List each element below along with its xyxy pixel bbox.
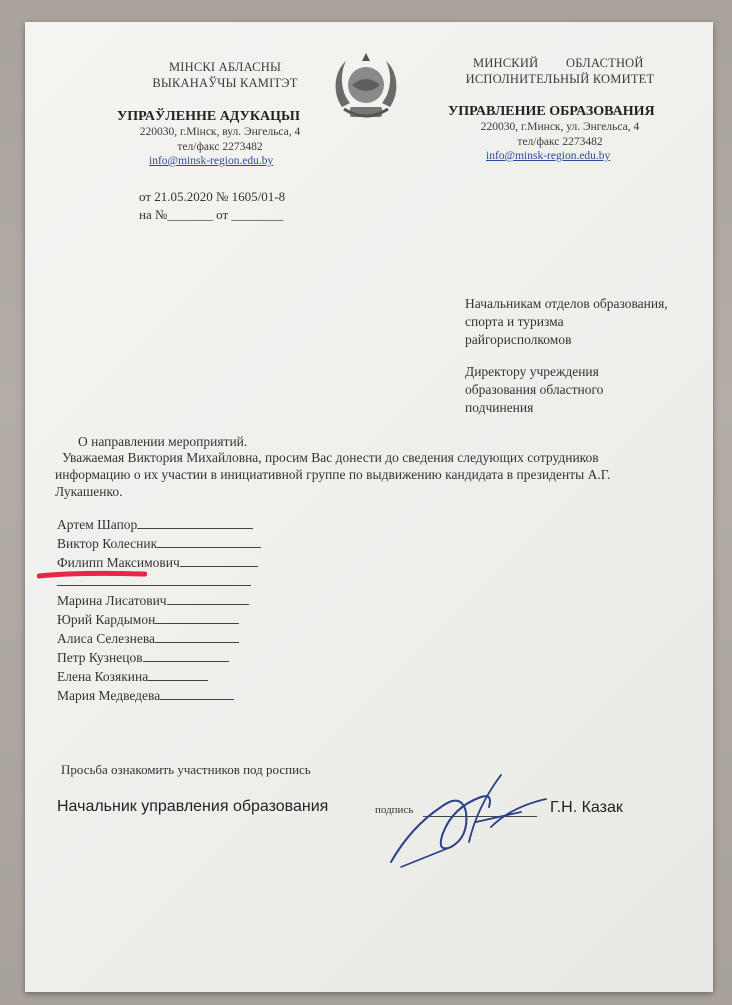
reg-date-line: от 21.05.2020 № 1605/01-8 [139,189,286,204]
list-item [57,516,253,533]
signature-line [148,668,208,681]
signature-line [180,554,258,567]
left-header-phone: тел/факс 2273482 [177,141,263,153]
signature-line [137,516,253,529]
reg-na-line: на №_______ от ________ [139,207,284,222]
right-header-email-link[interactable]: info@minsk-region.edu.by [486,150,611,162]
addressee-2-line2: образования областного [465,382,604,397]
addressee-1-line1: Начальникам отделов образования, [465,296,668,311]
right-header-address: 220030, г.Минск, ул. Энгельса, 4 [480,121,640,133]
person-name: Елена Козякина [57,669,149,684]
signatory-name: Г.Н. Казак [550,799,623,816]
signature-line [155,611,239,624]
right-header-line1a: МИНСКИЙ [473,56,539,70]
signature-line [167,592,249,605]
list-item [57,687,234,704]
right-header-line1b: ОБЛАСТНОЙ [566,56,644,70]
left-header-line1: МІНСКІ АБЛАСНЫ [168,60,282,74]
red-redaction-mark [37,570,147,580]
addressee-2-line3: подчинения [465,400,534,415]
addressee-2-line1: Директору учреждения [465,364,599,379]
signature-line [155,630,239,643]
right-header-phone: тел/факс 2273482 [517,136,603,148]
list-item [57,592,249,609]
person-name: Филипп Максимович [57,555,180,570]
belarus-emblem-icon [328,49,404,125]
list-item [57,668,208,685]
right-header-line2: ИСПОЛНИТЕЛЬНЫЙ КОМИТЕТ [465,72,655,86]
addressee-1-line3: райгорисполкомов [465,332,572,347]
list-item [57,554,258,571]
left-header-line2: ВЫКАНАЎЧЫ КАМІТЭТ [152,76,298,90]
letter-paragraph-line2: информацию о их участии в инициативной группе по выдвижению кандидата в президенты А.Г. [55,467,611,482]
addressee-1-line2: спорта и туризма [465,314,564,329]
person-name: Мария Медведева [57,688,161,703]
signature-line [157,535,261,548]
letter-sheet [25,22,713,992]
signatory-title: Начальник управления образования [57,798,329,815]
handwritten-signature [381,767,571,877]
left-header-email-link[interactable]: info@minsk-region.edu.by [149,155,274,167]
left-header-address: 220030, г.Мінск, вул. Энгельса, 4 [139,126,301,138]
person-name: Петр Кузнецов [57,650,143,665]
person-name: Юрий Кардымон [57,612,156,627]
list-item [57,535,261,552]
person-name: Виктор Колесник [57,536,158,551]
person-name: Артем Шапор [57,517,138,532]
letter-paragraph-line1: Уважаемая Виктория Михайловна, просим Вас донести до сведения следующих сотрудников [62,450,599,465]
signature-line [143,649,229,662]
request-text: Просьба ознакомить участников под роспись [61,762,311,777]
person-name: Марина Лисатович [57,593,167,608]
left-header-dept: УПРАЎЛЕННЕ АДУКАЦЫІ [117,109,301,124]
person-name: Алиса Селезнева [57,631,156,646]
signature-label: подпись [375,804,414,816]
list-item [57,649,229,666]
letter-paragraph-line3: Лукашенко. [55,484,123,499]
right-header-dept: УПРАВЛЕНИЕ ОБРАЗОВАНИЯ [448,104,655,119]
letter-subject: О направлении мероприятий. [78,434,248,449]
list-item [57,630,239,647]
signature-line [160,687,234,700]
list-item [57,611,239,628]
